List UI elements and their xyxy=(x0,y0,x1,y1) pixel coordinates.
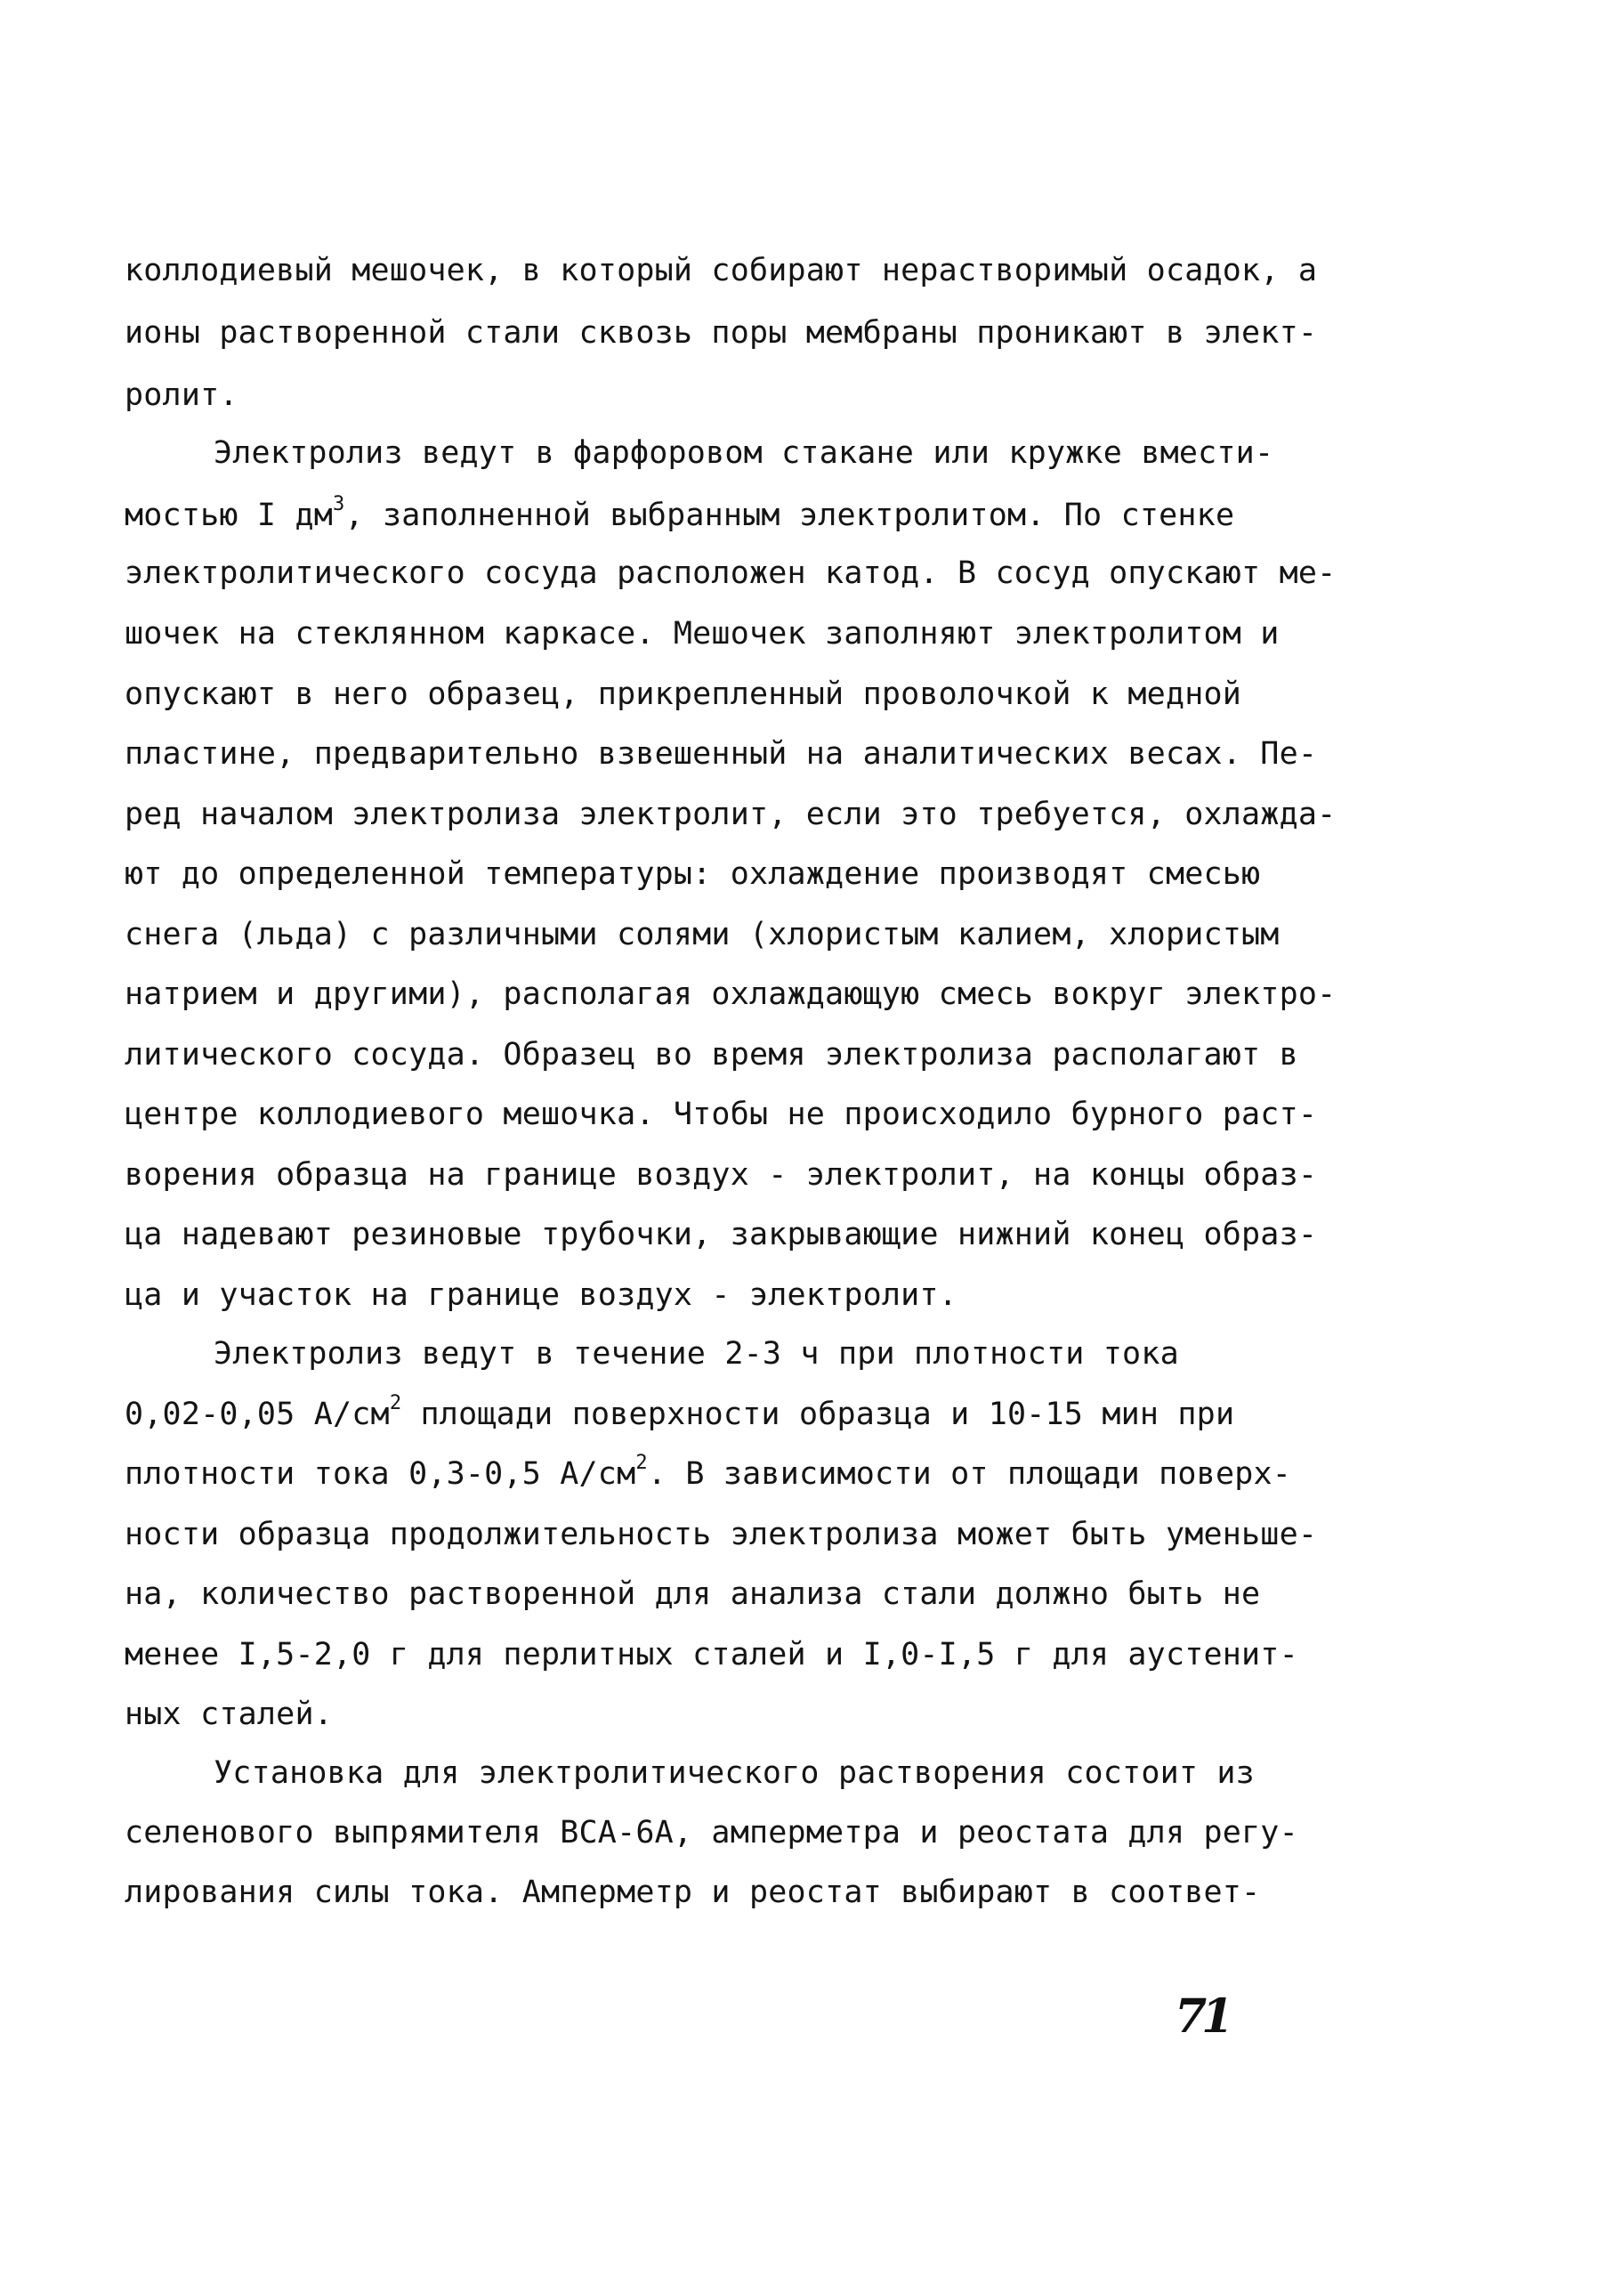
superscript: 2 xyxy=(635,1452,648,1475)
superscript: 3 xyxy=(333,493,345,516)
page-number: 71 xyxy=(1175,1989,1229,2044)
text-line: снега (льда) с различными солями (хлористым калием, хлористым xyxy=(125,917,1280,952)
text-line: ролит. xyxy=(125,377,238,413)
text-line: Электролиз ведут в течение 2-3 ч при плотности тока xyxy=(214,1336,1179,1372)
text-segment: 0,02-0,05 А/см xyxy=(125,1397,390,1432)
text-line: ют до определенной температуры: охлаждение производят смесью xyxy=(125,856,1261,892)
text-segment: мостью I дм xyxy=(125,498,333,533)
text-line: натрием и другими), располагая охлаждающую смесь вокруг электро- xyxy=(125,976,1337,1012)
text-segment: , заполненной выбранным электролитом. По стенке xyxy=(344,498,1235,533)
text-segment: . В зависимости от площади поверх- xyxy=(647,1456,1292,1492)
text-line: ца надевают резиновые трубочки, закрывающие нижний конец образ- xyxy=(125,1217,1318,1252)
text-line xyxy=(125,1453,1291,1495)
text-line: ред началом электролиза электролит, если это требуется, охлажда- xyxy=(125,797,1337,832)
text-line: шочек на стеклянном каркасе. Мешочек заполняют электролитом и xyxy=(125,616,1280,652)
text-line: литического сосуда. Образец во время электролиза располагают в xyxy=(125,1037,1298,1073)
text-line: Установка для электролитического растворения состоит из xyxy=(214,1755,1255,1791)
text-line: коллодиевый мешочек, в который собирают нерастворимый осадок, а xyxy=(125,253,1318,288)
text-line xyxy=(125,494,1234,537)
text-line: опускают в него образец, прикрепленный проволочкой к медной xyxy=(125,676,1242,712)
text-line: Электролиз ведут в фарфоровом стакане или кружке вмести- xyxy=(214,435,1274,471)
text-line: менее I,5-2,0 г для перлитных сталей и I,0-I,5 г для аустенит- xyxy=(125,1637,1298,1673)
superscript: 2 xyxy=(389,1392,402,1415)
text-line: пластине, предварительно взвешенный на аналитических весах. Пе- xyxy=(125,736,1318,772)
text-line: ности образца продолжительность электролиза может быть уменьше- xyxy=(125,1517,1318,1552)
text-line: лирования силы тока. Амперметр и реостат выбирают в соответ- xyxy=(125,1875,1261,1910)
text-line: ионы растворенной стали сквозь поры мембраны проникают в элект- xyxy=(125,315,1318,351)
text-line: на, количество растворенной для анализа стали должно быть не xyxy=(125,1576,1261,1612)
text-line: ца и участок на границе воздух - электролит. xyxy=(125,1277,957,1313)
text-line: электролитического сосуда расположен катод. В сосуд опускают ме- xyxy=(125,555,1337,591)
text-line: ворения образца на границе воздух - электролит, на концы образ- xyxy=(125,1157,1318,1193)
text-segment: площади поверхности образца и 10-15 мин при xyxy=(401,1397,1235,1432)
text-segment: плотности тока 0,3-0,5 А/см xyxy=(125,1456,636,1492)
text-line: ных сталей. xyxy=(125,1697,333,1732)
text-line: селенового выпрямителя ВСА-6А, амперметра и реостата для регу- xyxy=(125,1815,1298,1851)
text-line: центре коллодиевого мешочка. Чтобы не происходило бурного раст- xyxy=(125,1097,1318,1132)
text-line xyxy=(125,1393,1234,1436)
